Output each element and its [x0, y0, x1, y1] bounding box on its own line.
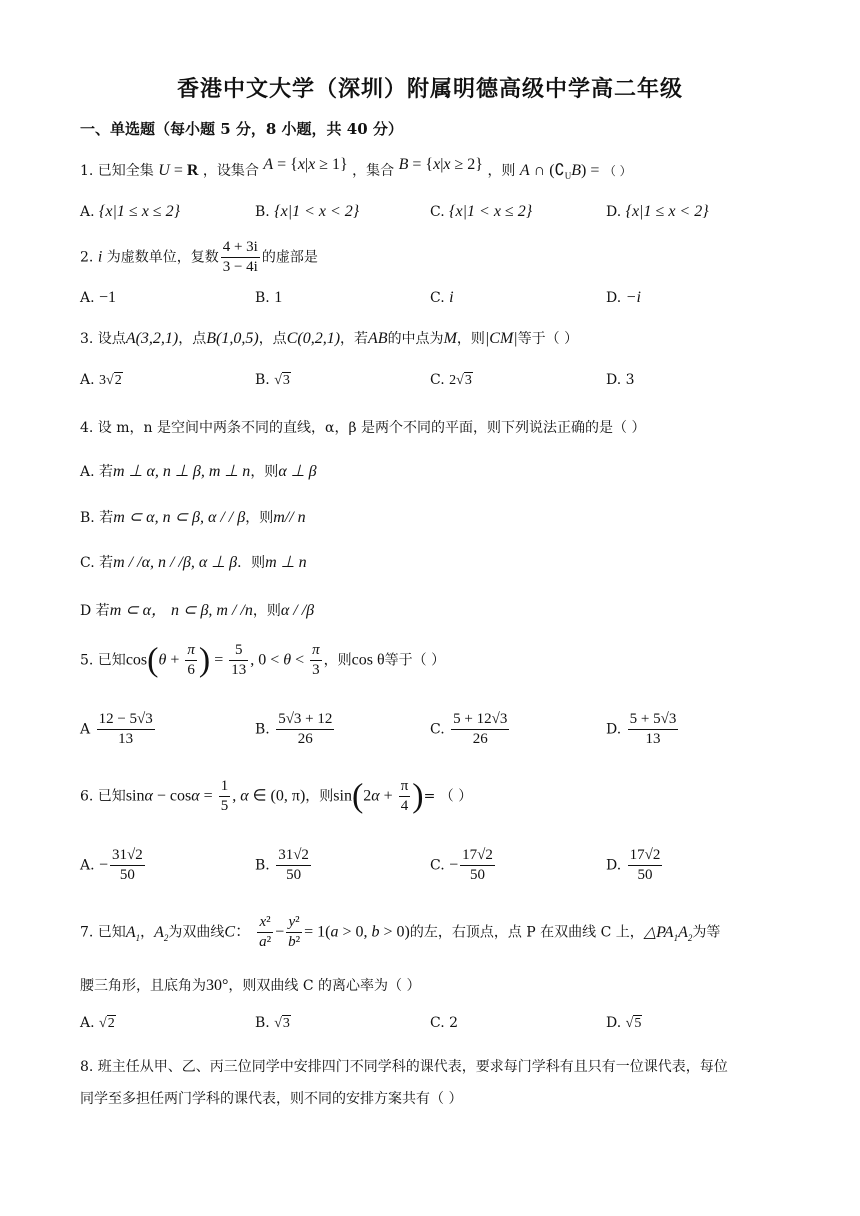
- q5-option-d[interactable]: D. $\frac{5 + 5√3}{13}$: [606, 711, 677, 747]
- question-2: 2. i 为虚数单位，复数 $\frac{4 + 3i}{3 - 4i}$ 的虚部是: [80, 239, 318, 275]
- q2-option-b[interactable]: B. 1: [255, 289, 283, 306]
- q6-option-c[interactable]: C. − $\frac{17√2}{50}$: [430, 847, 493, 883]
- q7-option-c[interactable]: C. 2: [430, 1015, 459, 1031]
- q1-text: 1. 已知全集: [80, 163, 154, 179]
- page-title: 香港中文大学（深圳）附属明德高级中学高二年级: [176, 76, 683, 102]
- question-4: 4. 设 m，n 是空间中两条不同的直线，α，β 是两个不同的平面，则下列说法正确的是（ ）: [80, 420, 646, 436]
- question-1: 1. 已知全集 U = R ，设集合 A = {x|x ≥ 1} ，集合 B = {x|x ≥ 2} ，则 A ∩ $(∁_UB)$ = （ ）: [80, 156, 632, 182]
- q2-option-a[interactable]: A. −1: [80, 289, 117, 306]
- question-8: 8. 班主任从甲、乙、丙三位同学中安排四门不同学科的课代表，要求每门学科有且只有一位课代表，每位: [80, 1059, 728, 1075]
- q4-option-b[interactable]: B. 若m ⊂ α, n ⊂ β, α / / β，则m// n: [80, 509, 306, 526]
- q5-option-b[interactable]: B. $\frac{5√3 + 12}{26}$: [255, 711, 333, 747]
- question-5: 5. 已知cos(θ + $\frac{\pi}{6}$ ) = $\frac{5}{13}$ , 0 < θ < $\frac{\pi}{3}$ ，则cos θ等于（ ）: [80, 641, 446, 679]
- q1-expression: A: [519, 162, 530, 179]
- q6-option-d[interactable]: D. $\frac{17√2}{50}$: [606, 847, 661, 883]
- q1-option-d[interactable]: D. {x|1 ≤ x < 2}: [606, 203, 709, 220]
- question-3: 3. 设点A(3,2,1)，点B(1,0,5)，点C(0,2,1)，若AB的中点为M，则|CM|等于（ ）: [80, 330, 579, 347]
- q3-option-d[interactable]: D. 3: [606, 372, 635, 388]
- q4-option-d[interactable]: D 若m ⊂ α， n ⊂ β, m / /n，则α / /β: [80, 602, 315, 619]
- question-7: 7. 已知$A_1$，$A_2$为双曲线C： $\frac{\text{x²}}{\text{a²}}$ − $\frac{\text{y²}}{\text{b²}}$ = 1(a > 0, b > 0)的左，右顶点，点 P 在双曲线 C 上，$\triangle PA_1A_2$为等: [80, 914, 721, 950]
- q5-option-c[interactable]: C. $\frac{5 + 12√3}{26}$: [430, 711, 508, 747]
- imaginary-unit: i: [97, 248, 103, 266]
- q3-option-a[interactable]: A. 3√2: [80, 372, 122, 388]
- q3-option-c[interactable]: C. 2√3: [430, 372, 472, 388]
- q5-option-a[interactable]: A $\frac{12 - 5√3}{13}$: [80, 711, 153, 747]
- q1-option-a[interactable]: A. {x|1 ≤ x ≤ 2}: [80, 203, 180, 220]
- question-6: 6. 已知sinα − cosα = $\frac{1}{5}$ , α ∈ (0, π)，则sin(2α + $\frac{\pi}{4}$ )= （ ）: [80, 777, 473, 815]
- q1-text: ，集合: [352, 163, 395, 179]
- q2-option-c[interactable]: C. i: [430, 289, 454, 306]
- q1-text: ，设集合: [202, 163, 259, 179]
- q7-option-b[interactable]: B. √3: [255, 1015, 290, 1031]
- section-heading: 一、单选题（每小题 5 分，8 小题，共 40 分）: [80, 120, 403, 138]
- q1-text: ，则: [487, 163, 516, 179]
- q3-option-b[interactable]: B. √3: [255, 372, 290, 388]
- q4-option-c[interactable]: C. 若m / /α, n / /β, α ⊥ β．则m ⊥ n: [80, 554, 307, 571]
- q7-option-a[interactable]: A. √2: [80, 1015, 115, 1031]
- question-8-line-2: 同学至多担任两门学科的课代表，则不同的安排方案共有（ ）: [80, 1091, 463, 1107]
- q4-option-a[interactable]: A. 若m ⊥ α, n ⊥ β, m ⊥ n，则α ⊥ β: [80, 463, 317, 480]
- q1-set-b: B: [398, 156, 409, 173]
- q2-fraction: $\frac{4 + 3i}{3 - 4i}$: [222, 239, 258, 275]
- q1-option-c[interactable]: C. {x|1 < x ≤ 2}: [430, 203, 533, 220]
- q1-universal-set: U: [158, 162, 170, 179]
- q7-option-d[interactable]: D. √5: [606, 1015, 642, 1031]
- q1-set-a: A: [263, 156, 274, 173]
- q6-option-b[interactable]: B. $\frac{31√2}{50}$: [255, 847, 309, 883]
- q1-paren: （ ）: [603, 164, 632, 178]
- q1-option-b[interactable]: B. {x|1 < x < 2}: [255, 203, 360, 220]
- q6-option-a[interactable]: A. − $\frac{31√2}{50}$: [80, 847, 143, 883]
- question-7-line-2: 腰三角形，且底角为30°，则双曲线 C 的离心率为（ ）: [80, 977, 421, 994]
- q2-option-d[interactable]: D. −i: [606, 289, 641, 306]
